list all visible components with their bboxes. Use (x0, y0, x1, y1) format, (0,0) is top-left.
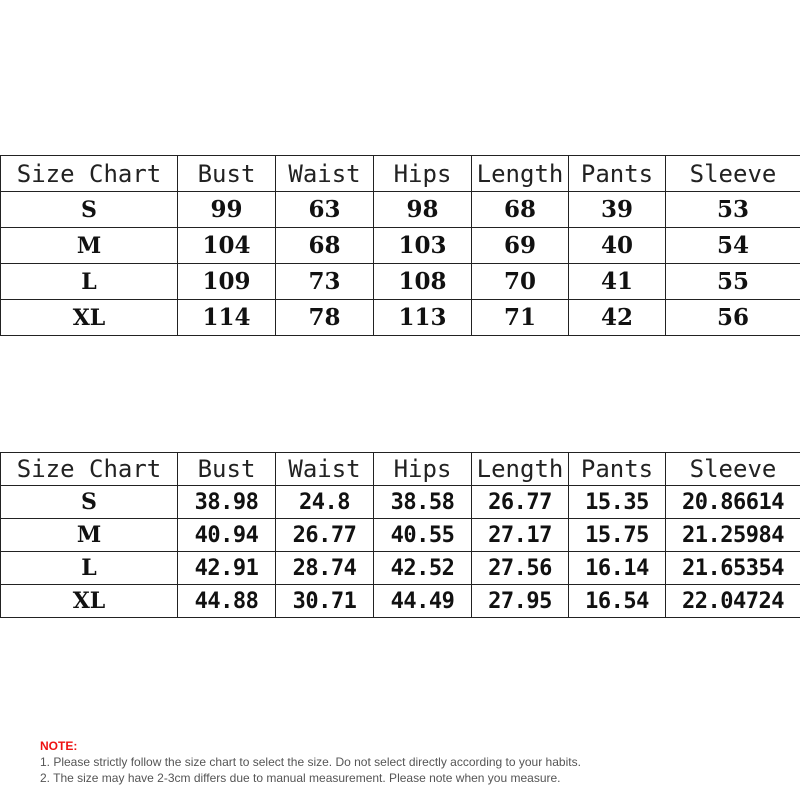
sleeve-value: 21.65354 (666, 552, 800, 585)
bust-value: 109 (178, 264, 276, 300)
header-sleeve: Sleeve (666, 156, 800, 192)
pants-value: 42 (569, 300, 666, 336)
header-hips: Hips (374, 453, 472, 486)
header-bust: Bust (178, 156, 276, 192)
hips-value: 113 (374, 300, 472, 336)
table-header-row (1, 156, 800, 192)
bust-value: 38.98 (178, 486, 276, 519)
waist-value: 63 (276, 192, 374, 228)
note-line-1: 1. Please strictly follow the size chart to select the size. Do not select directly according to your habits. (40, 755, 581, 769)
size-chart-inch-table (0, 452, 800, 618)
pants-value: 41 (569, 264, 666, 300)
header-bust: Bust (178, 453, 276, 486)
pants-value: 16.54 (569, 585, 666, 618)
header-length: Length (472, 453, 569, 486)
sleeve-value: 21.25984 (666, 519, 800, 552)
waist-value: 73 (276, 264, 374, 300)
size-label: L (1, 552, 178, 585)
sleeve-value: 56 (666, 300, 800, 336)
table-row (1, 585, 800, 618)
header-pants: Pants (569, 453, 666, 486)
size-note (40, 738, 581, 786)
hips-value: 38.58 (374, 486, 472, 519)
length-value: 69 (472, 228, 569, 264)
bust-value: 42.91 (178, 552, 276, 585)
bust-value: 44.88 (178, 585, 276, 618)
bust-value: 99 (178, 192, 276, 228)
table-row (1, 552, 800, 585)
size-label: XL (1, 585, 178, 618)
header-waist: Waist (276, 156, 374, 192)
header-sleeve: Sleeve (666, 453, 800, 486)
header-hips: Hips (374, 156, 472, 192)
length-value: 27.17 (472, 519, 569, 552)
pants-value: 16.14 (569, 552, 666, 585)
bust-value: 114 (178, 300, 276, 336)
size-label: M (1, 519, 178, 552)
length-value: 27.95 (472, 585, 569, 618)
length-value: 27.56 (472, 552, 569, 585)
note-label: NOTE: (40, 739, 78, 753)
bust-value: 40.94 (178, 519, 276, 552)
sleeve-value: 20.86614 (666, 486, 800, 519)
header-size-chart: Size Chart (1, 156, 178, 192)
waist-value: 26.77 (276, 519, 374, 552)
sleeve-value: 22.04724 (666, 585, 800, 618)
length-value: 68 (472, 192, 569, 228)
waist-value: 30.71 (276, 585, 374, 618)
header-size-chart: Size Chart (1, 453, 178, 486)
pants-value: 39 (569, 192, 666, 228)
sleeve-value: 54 (666, 228, 800, 264)
note-line-2: 2. The size may have 2-3cm differs due to manual measurement. Please note when you measure. (40, 771, 561, 785)
table-row (1, 300, 800, 336)
table-row (1, 486, 800, 519)
bust-value: 104 (178, 228, 276, 264)
hips-value: 108 (374, 264, 472, 300)
waist-value: 68 (276, 228, 374, 264)
hips-value: 44.49 (374, 585, 472, 618)
table-row (1, 228, 800, 264)
waist-value: 28.74 (276, 552, 374, 585)
length-value: 71 (472, 300, 569, 336)
hips-value: 42.52 (374, 552, 472, 585)
size-label: XL (1, 300, 178, 336)
pants-value: 15.75 (569, 519, 666, 552)
size-label: S (1, 192, 178, 228)
table-row (1, 519, 800, 552)
waist-value: 78 (276, 300, 374, 336)
waist-value: 24.8 (276, 486, 374, 519)
hips-value: 103 (374, 228, 472, 264)
sleeve-value: 55 (666, 264, 800, 300)
length-value: 70 (472, 264, 569, 300)
hips-value: 98 (374, 192, 472, 228)
header-waist: Waist (276, 453, 374, 486)
size-chart-cm-table (0, 155, 800, 336)
table-header-row (1, 453, 800, 486)
length-value: 26.77 (472, 486, 569, 519)
table-row (1, 264, 800, 300)
pants-value: 40 (569, 228, 666, 264)
table-row (1, 192, 800, 228)
size-label: M (1, 228, 178, 264)
size-label: L (1, 264, 178, 300)
sleeve-value: 53 (666, 192, 800, 228)
header-length: Length (472, 156, 569, 192)
hips-value: 40.55 (374, 519, 472, 552)
size-label: S (1, 486, 178, 519)
header-pants: Pants (569, 156, 666, 192)
pants-value: 15.35 (569, 486, 666, 519)
